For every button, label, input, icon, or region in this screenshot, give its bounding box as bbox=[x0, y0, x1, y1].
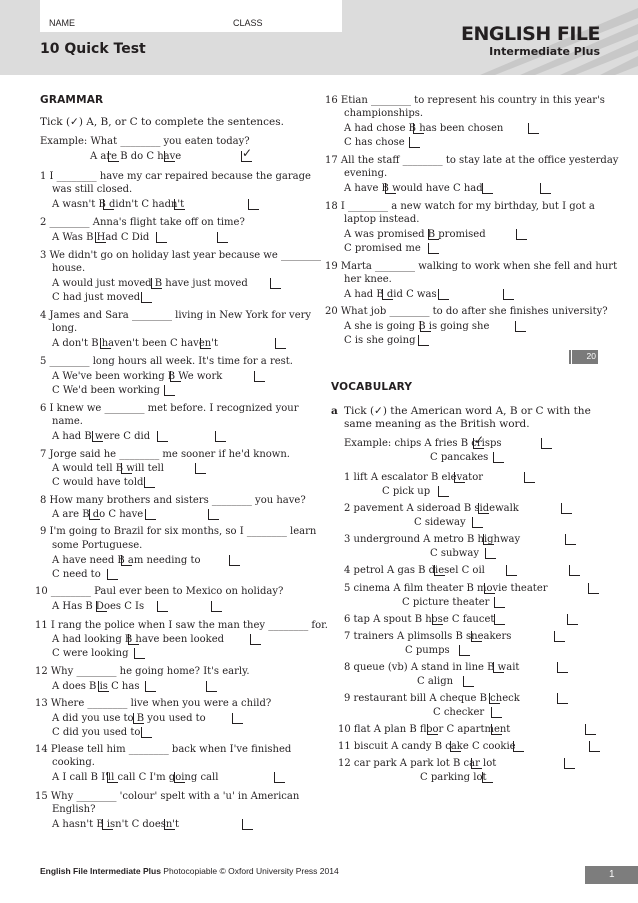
v6-box-a[interactable] bbox=[432, 614, 443, 625]
example-box-c-ticked[interactable] bbox=[241, 151, 252, 162]
q6-box-b[interactable] bbox=[157, 431, 168, 442]
q7-box-a[interactable] bbox=[121, 463, 132, 474]
v7-options: 7 trainers A plimsolls B sneakers bbox=[344, 631, 512, 642]
q9-options: A have need B am needing to bbox=[52, 555, 201, 566]
q1-box-c[interactable] bbox=[248, 199, 259, 210]
v8-box-a[interactable] bbox=[493, 662, 504, 673]
q13-box-c[interactable] bbox=[141, 727, 152, 738]
class-label: CLASS bbox=[233, 18, 263, 28]
v3-box-b[interactable] bbox=[565, 534, 576, 545]
q15-box-b[interactable] bbox=[164, 819, 175, 830]
v3-box-a[interactable] bbox=[483, 534, 494, 545]
q19-box-b[interactable] bbox=[438, 289, 449, 300]
v1-options: 1 lift A escalator B elevator bbox=[344, 472, 483, 483]
v12-box-c[interactable] bbox=[482, 772, 493, 783]
q8-stem: 8 How many brothers and sisters ________ you have? bbox=[40, 495, 306, 506]
q15-stem-2: English? bbox=[52, 804, 96, 815]
q4-stem-2: long. bbox=[52, 323, 78, 334]
name-class-strip bbox=[40, 0, 342, 32]
q2-stem: 2 ________ Anna's flight take off on time? bbox=[40, 217, 245, 228]
q4-options: A don't B haven't been C haven't bbox=[52, 338, 218, 349]
q12-box-c[interactable] bbox=[206, 681, 217, 692]
q16-stem-2: championships. bbox=[344, 108, 424, 119]
q6-options: A had B were C did bbox=[52, 431, 151, 442]
q18-stem: 18 I ________ a new watch for my birthday, but I got a bbox=[325, 201, 595, 212]
q5-box-a[interactable] bbox=[170, 371, 181, 382]
q20-box-b[interactable] bbox=[515, 321, 526, 332]
q16-stem: 16 Etian ________ to represent his country in this year's bbox=[325, 95, 605, 106]
q16-option-c: C has chose bbox=[344, 137, 405, 148]
v1-box-a[interactable] bbox=[454, 472, 465, 483]
q4-box-a[interactable] bbox=[100, 338, 111, 349]
v7-option-c: C pumps bbox=[405, 645, 450, 656]
v2-box-c[interactable] bbox=[472, 517, 483, 528]
q4-stem: 4 James and Sara ________ living in New York for very bbox=[40, 310, 312, 321]
q19-box-c[interactable] bbox=[503, 289, 514, 300]
footer bbox=[40, 866, 339, 876]
q2-options: A Was B Had C Did bbox=[52, 232, 150, 243]
q10-stem: 10 ________ Paul ever been to Mexico on holiday? bbox=[35, 586, 284, 597]
brand-main: ENGLISH FILE bbox=[461, 23, 600, 45]
q5-option-c: C We'd been working bbox=[52, 385, 160, 396]
q9-option-c: C need to bbox=[52, 569, 101, 580]
q12-box-a[interactable] bbox=[98, 681, 109, 692]
v1-box-b[interactable] bbox=[524, 472, 535, 483]
q18-option-c: C promised me bbox=[344, 243, 421, 254]
q13-option-c: C did you used to bbox=[52, 727, 141, 738]
q3-box-b[interactable] bbox=[270, 278, 281, 289]
q20-option-c: C is she going bbox=[344, 335, 416, 346]
q9-box-a[interactable] bbox=[121, 555, 132, 566]
q3-box-a[interactable] bbox=[151, 278, 162, 289]
q10-box-c[interactable] bbox=[211, 601, 222, 612]
q3-stem-2: house. bbox=[52, 263, 86, 274]
q9-stem-2: some Portuguese. bbox=[52, 540, 143, 551]
q13-box-b[interactable] bbox=[232, 713, 243, 724]
vocab-instruction-1: Tick (✓) the American word A, B or C with the bbox=[344, 405, 591, 417]
q5-box-c[interactable] bbox=[164, 385, 175, 396]
v7-box-c[interactable] bbox=[459, 645, 470, 656]
q17-stem-2: evening. bbox=[344, 168, 388, 179]
v1-box-c[interactable] bbox=[438, 486, 449, 497]
v9-options: 9 restaurant bill A cheque B check bbox=[344, 693, 520, 704]
example-box-b[interactable] bbox=[164, 151, 175, 162]
q15-options: A hasn't B isn't C doesn't bbox=[52, 819, 180, 830]
page-number-box bbox=[585, 866, 638, 884]
q19-stem: 19 Marta ________ walking to work when she fell and hurt bbox=[325, 261, 618, 272]
v4-box-a[interactable] bbox=[434, 565, 445, 576]
v12-option-c: C parking lot bbox=[420, 772, 487, 783]
brand-sub: Intermediate Plus bbox=[489, 45, 600, 58]
q20-box-c[interactable] bbox=[418, 335, 429, 346]
v8-option-c: C align bbox=[417, 676, 454, 687]
q17-box-b[interactable] bbox=[482, 183, 493, 194]
vocab-instruction-2: same meaning as the British word. bbox=[344, 418, 530, 430]
q11-option-c: C were looking bbox=[52, 648, 129, 659]
q8-options: A are B do C have bbox=[52, 509, 144, 520]
q1-box-a[interactable] bbox=[103, 199, 114, 210]
footer-brand: English File Intermediate Plus bbox=[40, 866, 161, 876]
v5-box-b[interactable] bbox=[588, 583, 599, 594]
q14-stem: 14 Please tell him ________ back when I've finished bbox=[35, 744, 292, 755]
q17-options: A have B would have C had bbox=[344, 183, 483, 194]
v11-box-a[interactable] bbox=[450, 741, 461, 752]
grammar-heading: GRAMMAR bbox=[40, 94, 104, 106]
q4-box-c[interactable] bbox=[275, 338, 286, 349]
q17-box-a[interactable] bbox=[385, 183, 396, 194]
v5-options: 5 cinema A film theater B movie theater bbox=[344, 583, 548, 594]
v4-box-b[interactable] bbox=[506, 565, 517, 576]
q13-options: A did you use to B you used to bbox=[52, 713, 206, 724]
page-title: 10 Quick Test bbox=[40, 41, 146, 57]
q2-box-c[interactable] bbox=[217, 232, 228, 243]
v5-box-a[interactable] bbox=[484, 583, 495, 594]
q5-box-b[interactable] bbox=[254, 371, 265, 382]
q11-box-a[interactable] bbox=[128, 634, 139, 645]
q11-options: A had looking B have been looked bbox=[52, 634, 225, 645]
v9-box-a[interactable] bbox=[489, 693, 500, 704]
v6-box-b[interactable] bbox=[494, 614, 505, 625]
q18-box-c[interactable] bbox=[428, 243, 439, 254]
q3-option-c: C had just moved bbox=[52, 292, 141, 303]
vocabulary-heading: VOCABULARY bbox=[331, 381, 413, 393]
v8-box-b[interactable] bbox=[557, 662, 568, 673]
q16-options: A had chose B has been chosen bbox=[344, 123, 504, 134]
q10-options: A Has B Does C Is bbox=[52, 601, 145, 612]
q7-box-c[interactable] bbox=[144, 477, 155, 488]
example-box-a[interactable] bbox=[108, 151, 119, 162]
v9-box-b[interactable] bbox=[557, 693, 568, 704]
q3-options: A would just moved B have just moved bbox=[52, 278, 248, 289]
header-band bbox=[0, 0, 638, 75]
v10-box-b[interactable] bbox=[491, 724, 502, 735]
v10-options: 10 flat A plan B floor C apartment bbox=[338, 724, 511, 735]
q2-box-b[interactable] bbox=[156, 232, 167, 243]
v5-option-c: C picture theater bbox=[402, 597, 490, 608]
q11-stem: 11 I rang the police when I saw the man they ________ for. bbox=[35, 620, 328, 631]
footer-copyright: Photocopiable © Oxford University Press 2014 bbox=[160, 866, 339, 876]
vocab-example: Example: chips A fries B crisps bbox=[344, 438, 502, 449]
q19-stem-2: her knee. bbox=[344, 274, 392, 285]
q13-stem: 13 Where ________ live when you were a child? bbox=[35, 698, 272, 709]
q15-box-c[interactable] bbox=[242, 819, 253, 830]
v12-options: 12 car park A park lot B car lot bbox=[338, 758, 497, 769]
q10-box-a[interactable] bbox=[96, 601, 107, 612]
q6-stem-2: name. bbox=[52, 416, 83, 427]
q16-box-b[interactable] bbox=[528, 123, 539, 134]
q20-box-a[interactable] bbox=[420, 321, 431, 332]
q18-box-a[interactable] bbox=[428, 229, 439, 240]
q7-options: A would tell B will tell bbox=[52, 463, 164, 474]
grammar-instruction: Tick (✓) A, B, or C to complete the sentences. bbox=[40, 116, 284, 128]
q1-stem: 1 I ________ have my car repaired because the garage bbox=[40, 171, 311, 182]
vocab-example-box-c[interactable] bbox=[493, 452, 504, 463]
q12-box-b[interactable] bbox=[145, 681, 156, 692]
q12-options: A does B is C has bbox=[52, 681, 140, 692]
q14-box-b[interactable] bbox=[174, 772, 185, 783]
v9-option-c: C checker bbox=[433, 707, 485, 718]
q1-stem-2: was still closed. bbox=[52, 184, 133, 195]
q15-box-a[interactable] bbox=[102, 819, 113, 830]
q1-options: A wasn't B didn't C hadn't bbox=[52, 199, 185, 210]
q6-stem: 6 I knew we ________ met before. I recognized your bbox=[40, 403, 299, 414]
q3-box-c[interactable] bbox=[141, 292, 152, 303]
name-label: NAME bbox=[49, 18, 76, 28]
vocab-example-c: C pancakes bbox=[430, 452, 489, 463]
q20-stem: 20 What job ________ to do after she finishes university? bbox=[325, 306, 608, 317]
v10-box-a[interactable] bbox=[427, 724, 438, 735]
grammar-score: 20 bbox=[586, 351, 596, 361]
q18-box-b[interactable] bbox=[516, 229, 527, 240]
vocab-part-a: a bbox=[331, 405, 338, 417]
q4-box-b[interactable] bbox=[200, 338, 211, 349]
v5-box-c[interactable] bbox=[494, 597, 505, 608]
q7-option-c: C would have told bbox=[52, 477, 144, 488]
q19-options: A had B did C was bbox=[344, 289, 437, 300]
grammar-score-badge bbox=[572, 350, 598, 364]
q19-box-a[interactable] bbox=[382, 289, 393, 300]
v2-box-b[interactable] bbox=[561, 503, 572, 514]
q9-box-c[interactable] bbox=[107, 569, 118, 580]
v8-options: 8 queue (vb) A stand in line B wait bbox=[344, 662, 520, 673]
q10-box-b[interactable] bbox=[157, 601, 168, 612]
v9-box-c[interactable] bbox=[491, 707, 502, 718]
q9-box-b[interactable] bbox=[229, 555, 240, 566]
q8-box-c[interactable] bbox=[208, 509, 219, 520]
score-badge-edge bbox=[569, 350, 571, 364]
page-number: 1 bbox=[609, 869, 615, 880]
q5-options: A We've been working B We work bbox=[52, 371, 223, 382]
q17-stem: 17 All the staff ________ to stay late at the office yesterday bbox=[325, 155, 619, 166]
q14-stem-2: cooking. bbox=[52, 757, 95, 768]
q9-stem: 9 I'm going to Brazil for six months, so I ________ learn bbox=[40, 526, 317, 537]
q18-stem-2: laptop instead. bbox=[344, 214, 420, 225]
v4-options: 4 petrol A gas B diesel C oil bbox=[344, 565, 485, 576]
q8-box-a[interactable] bbox=[89, 509, 100, 520]
q20-options: A she is going B is going she bbox=[344, 321, 490, 332]
vocab-example-box-b[interactable] bbox=[541, 438, 552, 449]
q14-box-c[interactable] bbox=[274, 772, 285, 783]
q7-box-b[interactable] bbox=[195, 463, 206, 474]
q14-options: A I call B I'll call C I'm going call bbox=[52, 772, 219, 783]
q16-box-a[interactable] bbox=[413, 123, 424, 134]
q1-box-b[interactable] bbox=[174, 199, 185, 210]
q3-stem: 3 We didn't go on holiday last year because we ________ bbox=[40, 250, 321, 261]
q15-stem: 15 Why ________ 'colour' spelt with a 'u' in American bbox=[35, 791, 300, 802]
q16-box-c[interactable] bbox=[409, 137, 420, 148]
v2-options: 2 pavement A sideroad B sidewalk bbox=[344, 503, 519, 514]
q14-box-a[interactable] bbox=[107, 772, 118, 783]
q13-box-a[interactable] bbox=[133, 713, 144, 724]
v4-box-c[interactable] bbox=[569, 565, 580, 576]
q2-box-a[interactable] bbox=[95, 232, 106, 243]
v12-box-a[interactable] bbox=[471, 758, 482, 769]
v11-box-b[interactable] bbox=[513, 741, 524, 752]
v1-option-c: C pick up bbox=[382, 486, 431, 497]
q11-box-c[interactable] bbox=[134, 648, 145, 659]
q7-stem: 7 Jorge said he ________ me sooner if he'd known. bbox=[40, 449, 290, 460]
v2-box-a[interactable] bbox=[478, 503, 489, 514]
vocab-example-box-a-ticked[interactable] bbox=[473, 438, 484, 449]
v2-option-c: C sideway bbox=[414, 517, 466, 528]
v7-box-a[interactable] bbox=[471, 631, 482, 642]
v6-box-c[interactable] bbox=[567, 614, 578, 625]
q8-box-b[interactable] bbox=[145, 509, 156, 520]
brand-logo bbox=[461, 23, 600, 58]
q12-stem: 12 Why ________ he going home? It's early. bbox=[35, 666, 250, 677]
v7-box-b[interactable] bbox=[554, 631, 565, 642]
v12-box-b[interactable] bbox=[564, 758, 575, 769]
v6-options: 6 tap A spout B hose C faucet bbox=[344, 614, 495, 625]
grammar-example: Example: What ________ you eaten today? bbox=[40, 136, 250, 147]
v3-options: 3 underground A metro B highway bbox=[344, 534, 521, 545]
v10-box-c[interactable] bbox=[585, 724, 596, 735]
q18-options: A was promised B promised bbox=[344, 229, 486, 240]
q6-box-c[interactable] bbox=[215, 431, 226, 442]
v3-box-c[interactable] bbox=[485, 548, 496, 559]
v3-option-c: C subway bbox=[430, 548, 479, 559]
q11-box-b[interactable] bbox=[250, 634, 261, 645]
v11-options: 11 biscuit A candy B cake C cookie bbox=[338, 741, 516, 752]
q5-stem: 5 ________ long hours all week. It's time for a rest. bbox=[40, 356, 293, 367]
q6-box-a[interactable] bbox=[92, 431, 103, 442]
v8-box-c[interactable] bbox=[463, 676, 474, 687]
v11-box-c[interactable] bbox=[589, 741, 600, 752]
q17-box-c[interactable] bbox=[540, 183, 551, 194]
example-options-text: A are B do C have bbox=[90, 151, 182, 162]
